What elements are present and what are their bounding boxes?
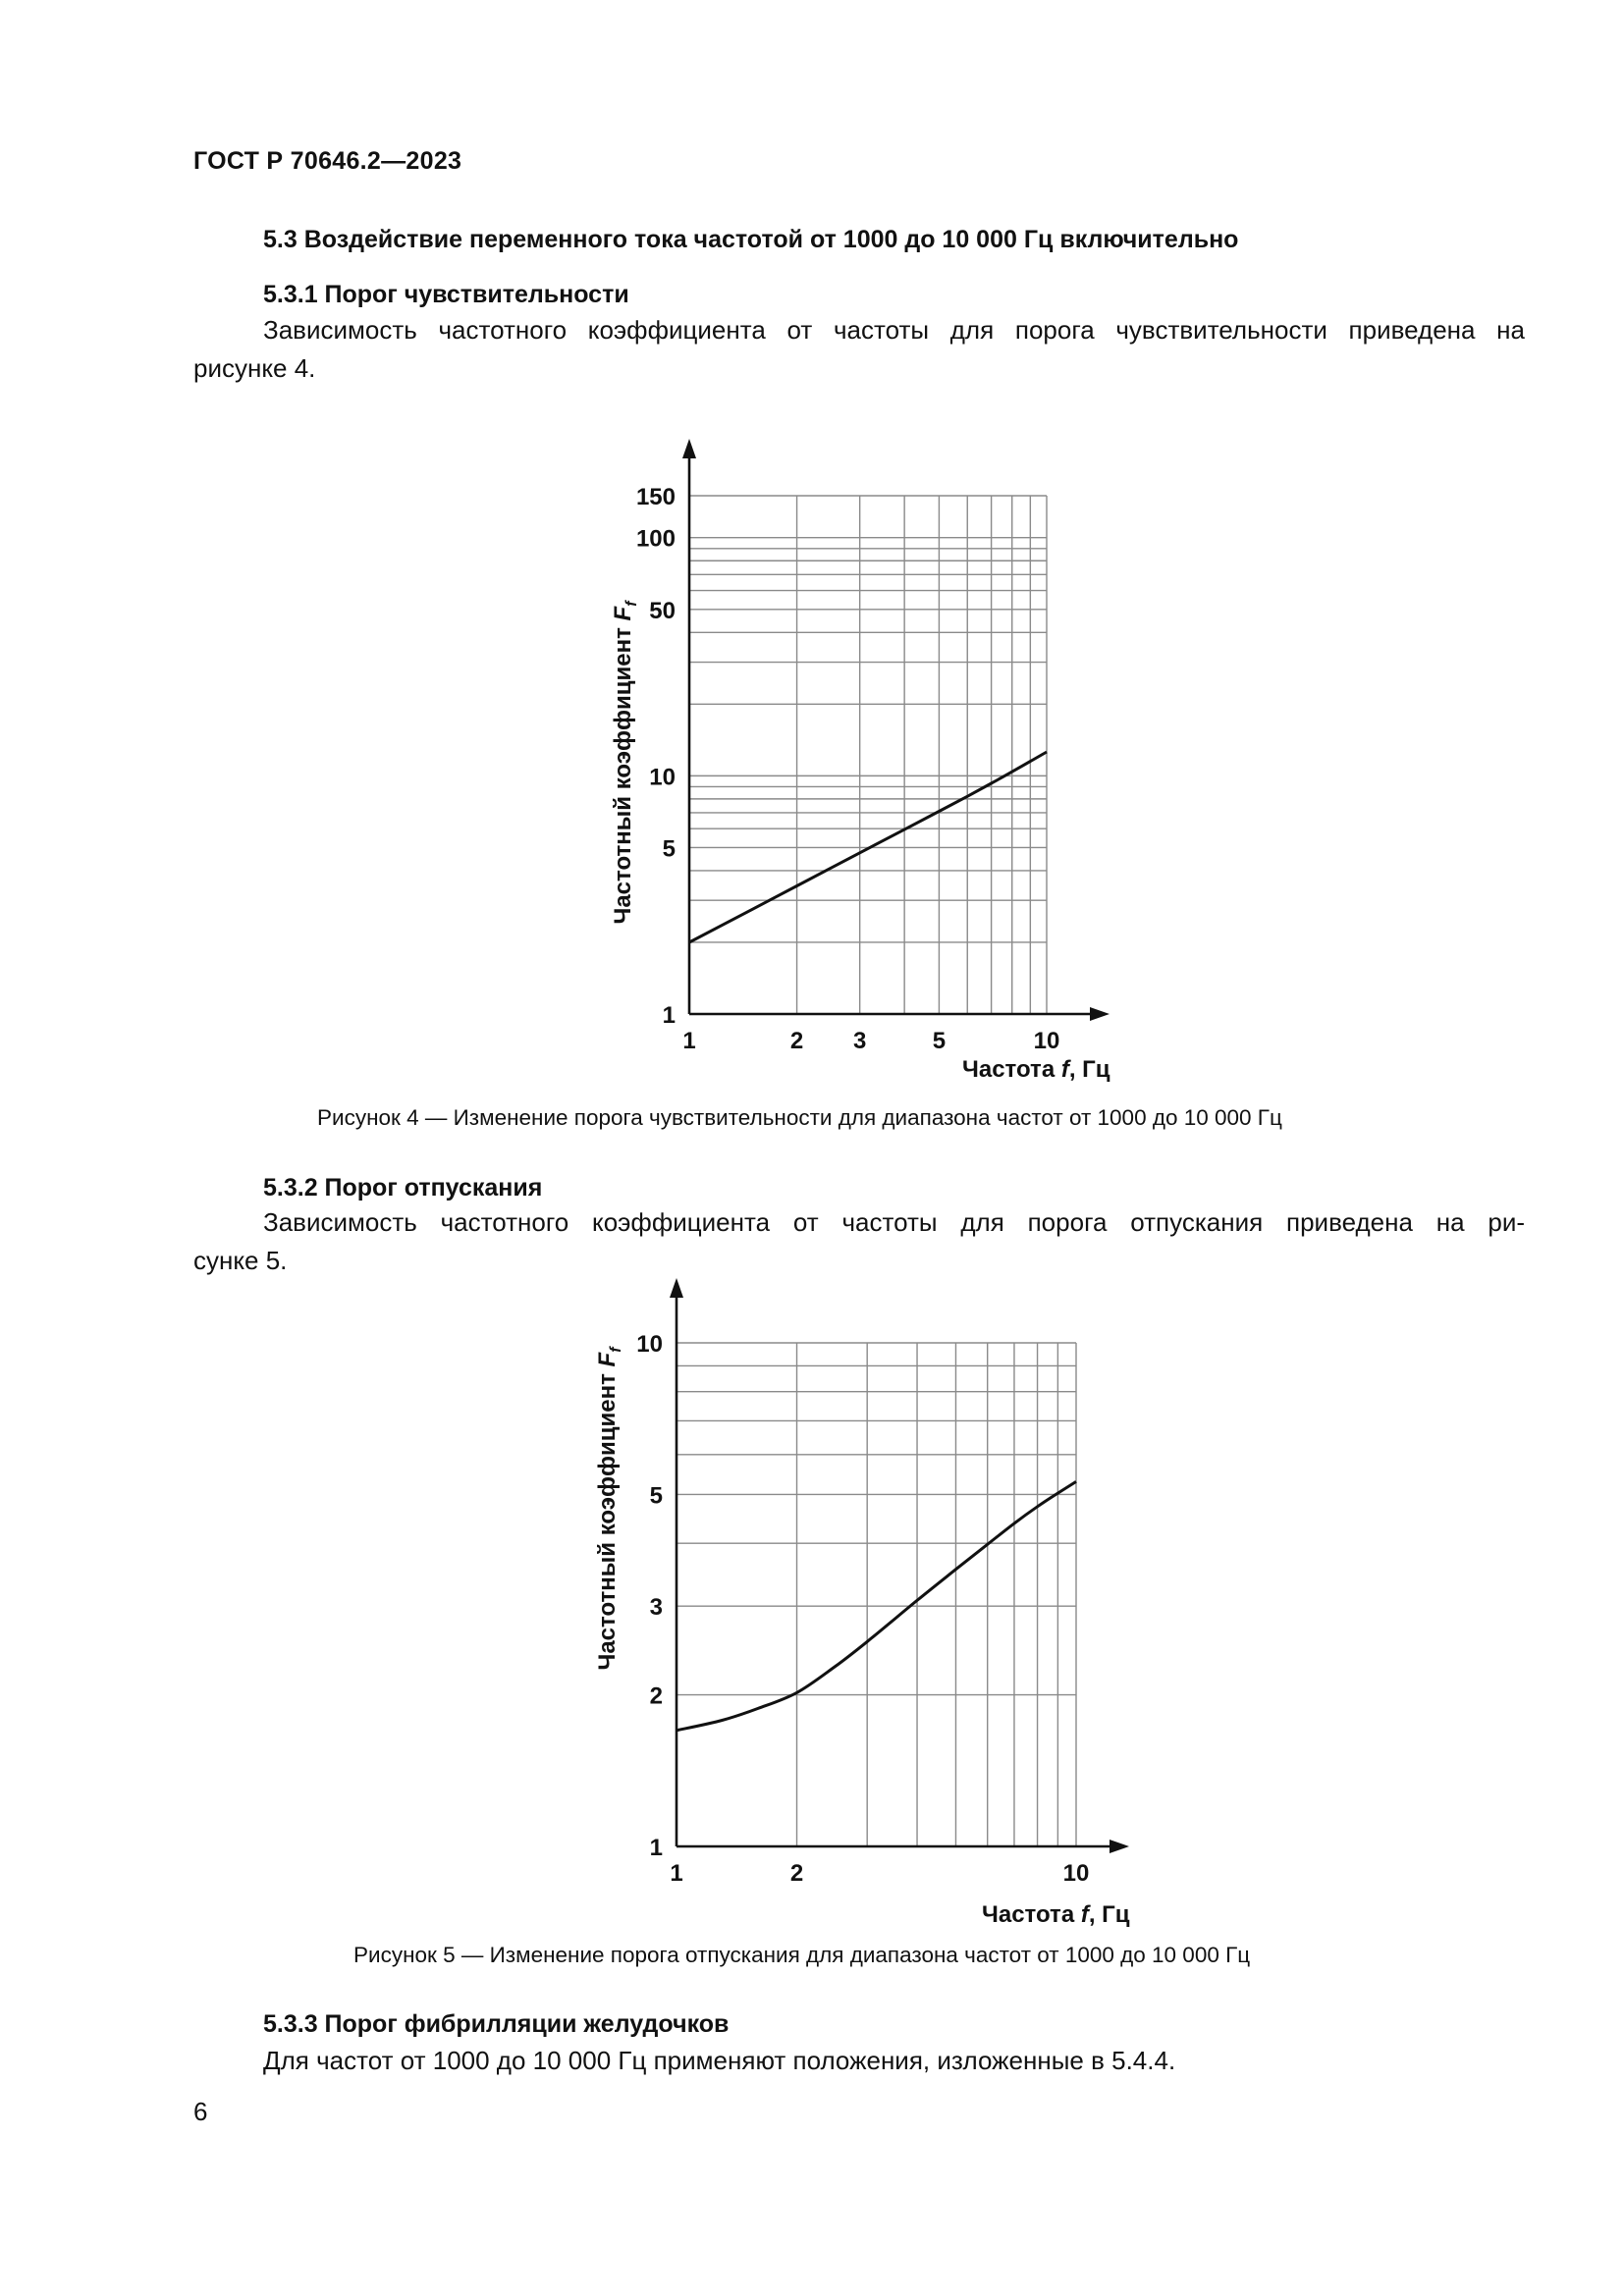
x-tick-label: 1 [682,1028,696,1054]
section-5-3-2-heading: 5.3.2 Порог отпускания [263,1174,543,1201]
page-number: 6 [193,2097,208,2126]
x-tick-label: 10 [1033,1028,1060,1054]
section-5-3-3-heading: 5.3.3 Порог фибрилляции желудочков [263,2010,730,2038]
x-tick-label: 2 [789,1028,804,1054]
x-tick-label: 3 [852,1028,867,1054]
paragraph-line: Для частот от 1000 до 10 000 Гц применяют положения, изложенные в 5.4.4. [263,2046,1176,2075]
paragraph-line: сунке 5. [193,1246,288,1275]
section-5-3-3-paragraph [193,2042,1525,2080]
x-tick-label: 1 [670,1860,683,1887]
y-axis-label: Частотный коэффициент $F_f$ [594,1347,624,1671]
y-tick-label: 10 [649,764,676,791]
y-axis-label: Частотный коэффициент $F_f$ [610,601,640,925]
y-tick-label: 1 [649,1835,663,1861]
figure-5-caption: Рисунок 5 — Изменение порога отпускания для диапазона частот от 1000 до 10 000 Гц [353,1943,1251,1967]
x-axis-arrow [1110,1840,1129,1853]
section-5-3-heading: 5.3 Воздействие переменного тока частотой от 1000 до 10 000 Гц включительно [263,226,1239,253]
x-tick-label: 10 [1062,1860,1090,1887]
x-tick-label: 2 [789,1860,804,1887]
y-tick-label: 100 [635,525,676,553]
y-axis-arrow [670,1278,683,1298]
y-tick-label: 5 [649,1482,663,1510]
x-axis-label: Частота f, Гц [982,1901,1130,1928]
y-tick-label: 10 [636,1331,663,1358]
y-tick-label: 50 [649,597,676,624]
y-tick-label: 3 [649,1594,663,1622]
y-tick-label: 2 [649,1682,663,1710]
x-axis-label: Частота f, Гц [962,1056,1110,1083]
document-code-header: ГОСТ Р 70646.2—2023 [193,147,462,175]
x-tick-label: 5 [932,1028,947,1054]
y-tick-label: 150 [635,484,676,510]
y-tick-label: 1 [662,1002,676,1029]
figure-4-caption: Рисунок 4 — Изменение порога чувствительности для диапазона частот от 1000 до 10 000 Гц [317,1105,1282,1130]
section-5-3-1-heading: 5.3.1 Порог чувствительности [263,281,629,308]
paragraph-line: Зависимость частотного коэффициента от частоты для порога чувствительности приведена на [263,315,1525,345]
y-tick-label: 5 [662,835,676,863]
paragraph-line: рисунке 4. [193,353,316,383]
paragraph-line: Зависимость частотного коэффициента от частоты для порога отпускания приведена на ри- [263,1207,1525,1237]
